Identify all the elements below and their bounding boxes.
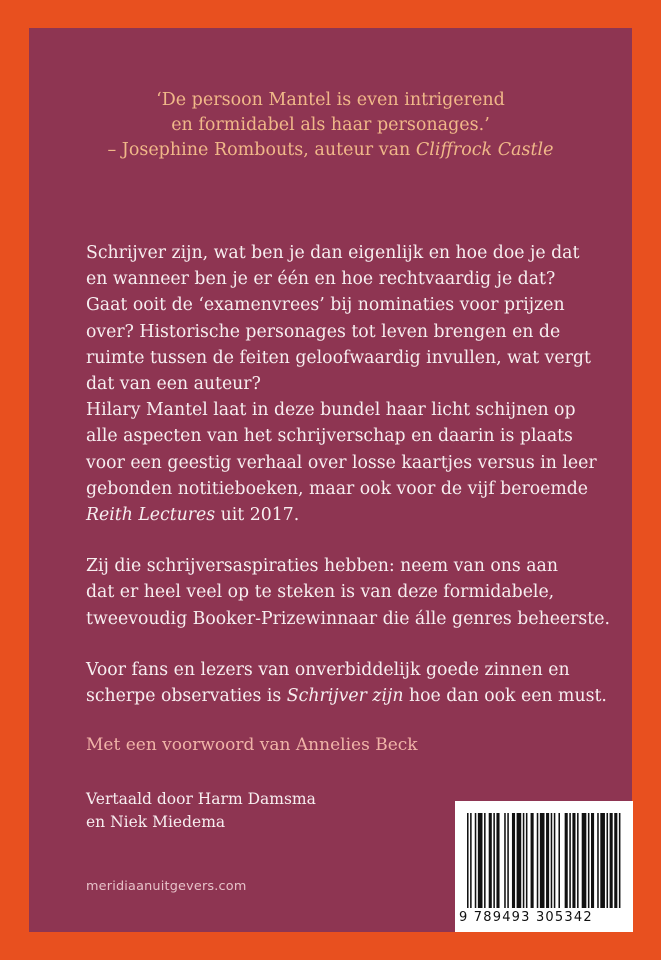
back-cover-panel: [29, 28, 632, 932]
barcode-bar: [600, 813, 605, 908]
attribution-name: – Josephine Rombouts, auteur van: [107, 140, 416, 160]
blurb-line: dat er heel veel op te steken is van deze formidabele,: [86, 582, 555, 603]
blurb-line: Schrijver zijn, wat ben je dan eigenlijk en hoe doe je dat: [86, 243, 580, 263]
blurb-line: Gaat ooit de ‘examenvrees’ bij nominaties voor prijzen: [86, 295, 565, 316]
quote-line-2: en formidabel als haar personages.’: [171, 115, 490, 135]
translator-line-1: Vertaald door Harm Damsma: [86, 790, 316, 808]
barcode-bar: [478, 813, 483, 908]
barcode-bar: [588, 813, 590, 908]
barcode-bar: [572, 813, 575, 908]
barcode-bar: [496, 813, 499, 908]
publisher-website: meridiaanuitgevers.com: [86, 879, 247, 894]
barcode-bar: [591, 813, 594, 908]
barcode-bar: [540, 813, 545, 908]
barcode-bar: [537, 813, 539, 908]
translator-line-2: en Niek Miedema: [86, 813, 226, 831]
blurb-line: ruimte tussen de feiten geloofwaardig invullen, wat vergt: [86, 347, 591, 368]
blurb-paragraph-1: [86, 240, 626, 528]
barcode-bar: [546, 813, 549, 908]
attribution-book-title: Cliffrock Castle: [415, 140, 554, 160]
barcode-bar: [565, 813, 568, 908]
barcode-bar: [582, 813, 587, 908]
isbn-barcode: [455, 801, 633, 932]
barcode-bar: [554, 813, 556, 908]
barcode-bar: [577, 813, 579, 908]
blurb-line: voor een geestig verhaal over losse kaartjes versus in leer: [86, 452, 597, 473]
barcode-bar: [551, 813, 553, 908]
quote-attribution: [29, 138, 632, 163]
barcode-bar: [558, 813, 560, 908]
blurb-line: gebonden notitieboeken, maar ook voor de vijf beroemde: [86, 478, 589, 499]
blurb-line-prefix: scherpe observaties is: [86, 686, 287, 707]
quote-line-1: ‘De persoon Mantel is even intrigerend: [156, 90, 505, 110]
barcode-bar: [531, 813, 534, 908]
barcode-bar: [504, 813, 506, 908]
barcode-bar: [523, 813, 525, 908]
barcode-bar: [493, 813, 495, 908]
barcode-bar: [475, 813, 477, 908]
barcode-bar: [614, 813, 617, 908]
blurb-line: over? Historische personages tot leven brengen en de: [86, 321, 561, 342]
blurb-line: Zij die schrijversaspiraties hebben: neem van ons aan: [86, 556, 558, 577]
isbn-number: 9 789493 305342: [459, 910, 593, 925]
blurb-line: Voor fans en lezers van onverbiddelijk goede zinnen en: [86, 659, 570, 680]
barcode-bar: [597, 813, 599, 908]
barcode-bar: [610, 813, 613, 908]
barcode-bar: [484, 813, 486, 908]
translator-credit: [86, 788, 316, 834]
barcode-bar: [470, 813, 472, 908]
reith-lectures-title: Reith Lectures: [86, 505, 216, 526]
barcode-bar: [526, 813, 528, 908]
barcode-bar: [607, 813, 609, 908]
barcode-bar: [619, 813, 621, 908]
barcode-bar: [512, 813, 515, 908]
barcode-bar: [489, 813, 492, 908]
barcode-bars: [467, 813, 621, 908]
blurb-line: tweevoudig Booker-Prizewinnaar die álle genres beheerste.: [86, 608, 610, 629]
blurb-paragraph-2: [86, 553, 626, 632]
blurb-line-last: [86, 683, 626, 709]
barcode-bar: [507, 813, 509, 908]
review-quote: [29, 88, 632, 163]
book-title: Schrijver zijn: [286, 686, 404, 707]
blurb-line: Hilary Mantel laat in deze bundel haar licht schijnen op: [86, 400, 576, 421]
barcode-bar: [517, 813, 522, 908]
blurb-line-rest: uit 2017.: [215, 505, 300, 526]
foreword-credit: Met een voorwoord van Annelies Beck: [86, 735, 418, 755]
blurb-line-suffix: hoe dan ook een must.: [403, 686, 607, 707]
blurb-text: [86, 240, 626, 734]
blurb-line: dat van een auteur?: [86, 374, 261, 395]
blurb-line-last: [86, 502, 626, 528]
barcode-bar: [569, 813, 571, 908]
blurb-paragraph-3: [86, 657, 626, 709]
blurb-line: en wanneer ben je er één en hoe rechtvaardig je dat?: [86, 269, 556, 290]
blurb-line: alle aspecten van het schrijverschap en daarin is plaats: [86, 426, 573, 447]
barcode-bar: [467, 813, 469, 908]
